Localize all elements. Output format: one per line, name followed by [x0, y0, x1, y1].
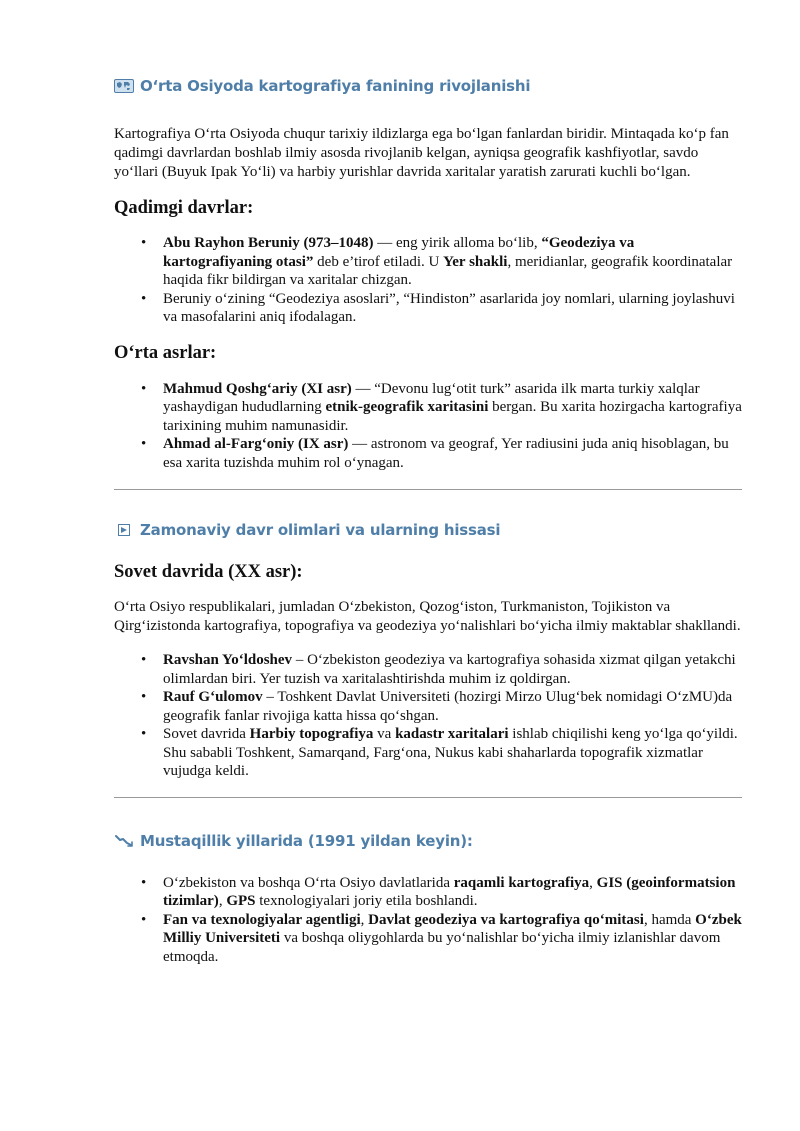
list-item: • Sovet davrida Harbiy topografiya va kadastr xaritalari ishlab chiqilishi keng yo‘lga qo‘yildi. Shu sababli Toshkent, Samarqand, Farg‘ona, Nukus kabi shaharlarda topografik xizmatlar vujudga keldi.	[163, 725, 744, 781]
section-title-history	[114, 76, 744, 96]
world-map-icon	[114, 78, 134, 94]
modern-era-icon	[114, 522, 134, 538]
list-item: • Mahmud Qoshg‘ariy (XI asr) — “Devonu lug‘otit turk” asarida ilk marta turkiy xalqlar yashaydigan hududlarning etnik-geografik xaritasini bergan. Bu xarita hozirgacha kartografiya tarixining muhim namunasidir.	[163, 380, 744, 436]
section-title-text: Mustaqillik yillarida (1991 yildan keyin):	[140, 831, 473, 850]
section-title-text: Zamonaviy davr olimlari va ularning hissasi	[140, 521, 501, 539]
section-title-modern	[114, 520, 744, 540]
list-item: • Fan va texnologiyalar agentligi, Davlat geodeziya va kartografiya qo‘mitasi, hamda O‘zbek Milliy Universiteti va boshqa oliygohlarda bu yo‘nalishlar bo‘yicha ilmiy izlanishlar davom etmoqda.	[163, 911, 744, 967]
section-title-text: O‘rta Osiyoda kartografiya fanining rivojlanishi	[140, 77, 531, 95]
subheading-ancient: Qadimgi davrlar:	[114, 198, 254, 218]
document-page	[114, 70, 744, 966]
chart-trend-icon	[114, 833, 134, 849]
list-item: • Ravshan Yo‘ldoshev – O‘zbekiston geodeziya va kartografiya sohasida xizmat qilgan yetakchi olimlardan biri. Yer tuzish va xaritalashtirishda muhim iz qoldirgan.	[163, 651, 744, 688]
soviet-list	[114, 651, 744, 781]
list-item: • Rauf G‘ulomov – Toshkent Davlat Universiteti (hozirgi Mirzo Ulug‘bek nomidagi O‘zMU)da geografik fanlar rivojiga katta hissa qo‘shgan.	[163, 688, 744, 725]
subheading-middle-ages: O‘rta asrlar:	[114, 342, 217, 363]
independence-list	[114, 874, 744, 967]
soviet-paragraph: O‘rta Osiyo respublikalari, jumladan O‘zbekiston, Qozog‘iston, Turkmaniston, Tojikiston va Qirg‘izistonda kartografiya, topografiya va geodeziya yo‘nalishlari bo‘yicha ilmiy maktablar shakllandi.	[114, 599, 741, 634]
section-title-independence	[114, 831, 744, 851]
list-item: • Beruniy o‘zining “Geodeziya asoslari”, “Hindiston” asarlarida joy nomlari, ularning joylashuvi va masofalarini aniq ifodalagan.	[163, 290, 744, 327]
divider	[114, 797, 742, 798]
subheading-soviet: Sovet davrida (XX asr):	[114, 562, 303, 582]
intro-paragraph: Kartografiya O‘rta Osiyoda chuqur tarixiy ildizlarga ega bo‘lgan fanlardan biridir. Mintaqada ko‘p fan qadimgi davrlardan boshlab ilmiy asosda rivojlanib kelgan, ayniqsa geografik kashfiyotlar, savdo yo‘llari (Buyuk Ipak Yo‘li) va harbiy yurishlar davrida xaritalar yaratish zarurati kuchli bo‘lgan.	[114, 126, 729, 180]
list-item: • Abu Rayhon Beruniy (973–1048) — eng yirik alloma bo‘lib, “Geodeziya va kartografiyaning otasi” deb e’tirof etiladi. U Yer shakli, meridianlar, geografik koordinatalar haqida fikr bildirgan va xaritalar chizgan.	[163, 234, 744, 290]
list-item: • Ahmad al-Farg‘oniy (IX asr) — astronom va geograf, Yer radiusini juda aniq hisoblagan, bu esa xarita tuzishda muhim rol o‘ynagan.	[163, 435, 744, 472]
list-item: • O‘zbekiston va boshqa O‘rta Osiyo davlatlarida raqamli kartografiya, GIS (geoinformatsion tizimlar), GPS texnologiyalari joriy etila boshlandi.	[163, 874, 744, 911]
divider	[114, 489, 742, 490]
ancient-list	[114, 234, 744, 327]
middle-ages-list	[114, 380, 744, 473]
